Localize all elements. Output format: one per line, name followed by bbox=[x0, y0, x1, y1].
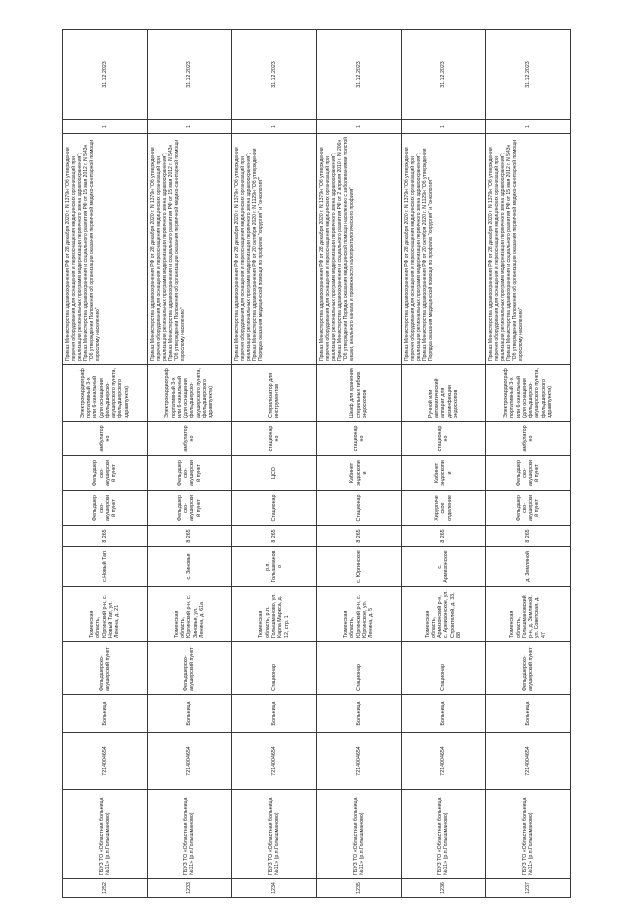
quantity-cell: 1 bbox=[147, 120, 232, 134]
equipment-table bbox=[62, 29, 571, 898]
scanned-page bbox=[62, 30, 570, 898]
subunit-name-cell: Фельдшерско-акушерский пункт bbox=[147, 491, 232, 526]
facility-type-cell: Больница bbox=[232, 695, 317, 733]
room-name-cell: ЦСО bbox=[232, 456, 317, 491]
address-cell: Тюменская область, Юргинский р-н, с. Юргинское, ул. Ленина, д. 5 bbox=[316, 587, 401, 642]
code-number-cell: 8 265 bbox=[401, 526, 486, 547]
locality-cell: с.Новый Тап bbox=[63, 547, 148, 587]
inn-code-cell: 7214004654 bbox=[486, 733, 571, 790]
subunit-name-cell: Фельдшерско-акушерский пункт bbox=[63, 491, 148, 526]
equipment-name-cell: Стерилизатор для инструментов bbox=[232, 365, 317, 422]
inn-code-cell: 7214004654 bbox=[232, 733, 317, 790]
inn-code-cell: 7214004654 bbox=[316, 733, 401, 790]
address-cell: Тюменская область, Юргинский р-н, с. Новый Тап, ул. Ленина, д. 21 bbox=[63, 587, 148, 642]
subunit-name-cell: Стационар bbox=[232, 491, 317, 526]
locality-cell: д. Земляной bbox=[486, 547, 571, 587]
address-cell: Тюменская область, р.п. Голышманово, ул. Карла Маркса, д. 12, стр. 1 bbox=[232, 587, 317, 642]
locality-cell: с. Зиновья bbox=[147, 547, 232, 587]
equipment-name-cell: Шкаф для хранения стерильных гибких эндоскопов bbox=[316, 365, 401, 422]
quantity-cell: 1 bbox=[232, 120, 317, 134]
care-profile-cell: стационарно bbox=[401, 422, 486, 456]
locality-cell: с. Юргинское bbox=[316, 547, 401, 587]
due-date-cell: 31.12.2023 bbox=[316, 30, 401, 120]
row-number-cell: 1236 bbox=[401, 879, 486, 898]
unit-name-cell: Стационар bbox=[232, 642, 317, 695]
inn-code-cell: 7214004654 bbox=[401, 733, 486, 790]
room-name-cell: Кабинет эндоскопии bbox=[401, 456, 486, 491]
organization-name-cell: ГБУЗ ТО «Областная больница №11» (р.п.Голышманово) bbox=[232, 790, 317, 879]
locality-cell: с. Армизонское bbox=[401, 547, 486, 587]
row-number-cell: 1233 bbox=[147, 879, 232, 898]
inn-code-cell: 7214004654 bbox=[63, 733, 148, 790]
due-date-cell: 31.12.2023 bbox=[486, 30, 571, 120]
rotated-table-wrapper bbox=[62, 30, 570, 898]
organization-name-cell: ГБУЗ ТО «Областная больница №11» (р.п.Голышманово) bbox=[63, 790, 148, 879]
quantity-cell: 1 bbox=[486, 120, 571, 134]
due-date-cell: 31.12.2023 bbox=[147, 30, 232, 120]
equipment-name-cell: Электрокардиограф портативный 3-х или 6-канальный (для оснащения фельдшерско-акушерского пункта, фельдшерского здравпункта) bbox=[147, 365, 232, 422]
quantity-cell: 1 bbox=[316, 120, 401, 134]
regulatory-documents-cell: Приказ Министерства здравоохранения РФ от 28 декабря 2020 г. N 1379н "Об утверждении перечня оборудования для оснащения и переоснащения медицинских организаций при реализации региональных программ модернизации первичного звена здравоохранения"; Приказ Министерства здравоохранения и социального развития РФ от 15 мая 2012 г. N 543н "Об утверждении Положения об организации оказания первичной медико-санитарной помощи взрослому населению" bbox=[486, 134, 571, 365]
code-number-cell: 8 265 bbox=[232, 526, 317, 547]
facility-type-cell: Больница bbox=[63, 695, 148, 733]
care-profile-cell: амбулаторно bbox=[486, 422, 571, 456]
room-name-cell: Кабинет эндоскопии bbox=[316, 456, 401, 491]
quantity-cell: 1 bbox=[401, 120, 486, 134]
code-number-cell: 8 265 bbox=[147, 526, 232, 547]
unit-name-cell: Фельдшерско-акушерский пункт bbox=[63, 642, 148, 695]
equipment-name-cell: Электрокардиограф портативный 3-х или 6-канальный (для оснащения фельдшерско-акушерского пункта, фельдшерского здравпункта) bbox=[486, 365, 571, 422]
code-number-cell: 8 265 bbox=[63, 526, 148, 547]
locality-cell: р.п. Голышманово bbox=[232, 547, 317, 587]
address-cell: Тюменская область, Голышмановский р-н, д. Земляной, ул. Советская, д. 47 bbox=[486, 587, 571, 642]
regulatory-documents-cell: Приказ Министерства здравоохранения РФ от 28 декабря 2020 г. N 1379н "Об утверждении перечня оборудования для оснащения и переоснащения медицинских организаций при реализации региональных программ модернизации первичного звена здравоохранения"; Приказ Министерства здравоохранения и социального развития РФ от 2 апреля 2010 г. N 206н "Об утверждении Порядка оказания медицинской помощи населению с заболеваниями толстой кишки, анального канала и промежности колопроктологического профиля" bbox=[316, 134, 401, 365]
organization-name-cell: ГБУЗ ТО «Областная больница №11» (р.п.Голышманово) bbox=[401, 790, 486, 879]
facility-type-cell: Больница bbox=[316, 695, 401, 733]
table-row bbox=[486, 30, 571, 898]
equipment-name-cell: Ручной или автоматический аппарат для дезинфекции эндоскопов bbox=[401, 365, 486, 422]
unit-name-cell: Фельдшерско-акушерский пункт bbox=[147, 642, 232, 695]
row-number-cell: 1237 bbox=[486, 879, 571, 898]
regulatory-documents-cell: Приказ Министерства здравоохранения РФ от 28 декабря 2020 г. N 1379н "Об утверждении перечня оборудования для оснащения и переоснащения медицинских организаций при реализации региональных программ модернизации первичного звена здравоохранения"; Приказ Министерства здравоохранения РФ от 20 октября 2020 г. N 1129н "Об утверждении Порядка оказания медицинской помощи по профилю "хирургия" и "онкология"" bbox=[401, 134, 486, 365]
row-number-cell: 1235 bbox=[316, 879, 401, 898]
care-profile-cell: амбулаторно bbox=[147, 422, 232, 456]
code-number-cell: 8 265 bbox=[316, 526, 401, 547]
room-name-cell: Фельдшерско-акушерский пункт bbox=[63, 456, 148, 491]
unit-name-cell: Стационар bbox=[316, 642, 401, 695]
table-body bbox=[63, 30, 571, 898]
room-name-cell: Фельдшерско-акушерский пункт bbox=[147, 456, 232, 491]
equipment-name-cell: Электрокардиограф портативный 3-х или 6-канальный (для оснащения фельдшерско-акушерского пункта, фельдшерского здравпункта) bbox=[63, 365, 148, 422]
due-date-cell: 31.12.2023 bbox=[401, 30, 486, 120]
code-number-cell: 8 265 bbox=[486, 526, 571, 547]
regulatory-documents-cell: Приказ Министерства здравоохранения РФ от 28 декабря 2020 г. N 1379н "Об утверждении перечня оборудования для оснащения и переоснащения медицинских организаций при реализации региональных программ модернизации первичного звена здравоохранения"; Приказ Министерства здравоохранения РФ от 20 октября 2020 г. N 1129н "Об утверждении Порядка оказания медицинской помощи по профилю "хирургия" и "онкология"" bbox=[232, 134, 317, 365]
facility-type-cell: Больница bbox=[147, 695, 232, 733]
care-profile-cell: стационарно bbox=[316, 422, 401, 456]
regulatory-documents-cell: Приказ Министерства здравоохранения РФ от 28 декабря 2020 г. N 1379н "Об утверждении перечня оборудования для оснащения и переоснащения медицинских организаций при реализации региональных программ модернизации первичного звена здравоохранения"; Приказ Министерства здравоохранения и социального развития РФ от 15 мая 2012 г. N 543н "Об утверждении Положения об организации оказания первичной медико-санитарной помощи взрослому населению" bbox=[63, 134, 148, 365]
table-row bbox=[63, 30, 148, 898]
unit-name-cell: Стационар bbox=[401, 642, 486, 695]
organization-name-cell: ГБУЗ ТО «Областная больница №11» (р.п.Голышманово) bbox=[316, 790, 401, 879]
table-row bbox=[316, 30, 401, 898]
address-cell: Тюменская область, Армизонский р-н, с. Армизонское, ул. Строителей, д. 33, 88 bbox=[401, 587, 486, 642]
subunit-name-cell: Фельдшерско-акушерский пункт bbox=[486, 491, 571, 526]
due-date-cell: 31.12.2023 bbox=[63, 30, 148, 120]
organization-name-cell: ГБУЗ ТО «Областная больница №11» (р.п.Голышманово) bbox=[147, 790, 232, 879]
room-name-cell: Фельдшерско-акушерский пункт bbox=[486, 456, 571, 491]
table-row bbox=[401, 30, 486, 898]
unit-name-cell: Фельдшерско-акушерский пункт bbox=[486, 642, 571, 695]
row-number-cell: 1252 bbox=[63, 879, 148, 898]
facility-type-cell: Больница bbox=[486, 695, 571, 733]
subunit-name-cell: Хирургическое отделение bbox=[401, 491, 486, 526]
address-cell: Тюменская область, Юргинский р-н, с. Зиновья, ул. Ленина, д. 61а bbox=[147, 587, 232, 642]
care-profile-cell: стационарно bbox=[232, 422, 317, 456]
care-profile-cell: амбулаторно bbox=[63, 422, 148, 456]
inn-code-cell: 7214004654 bbox=[147, 733, 232, 790]
table-row bbox=[147, 30, 232, 898]
regulatory-documents-cell: Приказ Министерства здравоохранения РФ от 28 декабря 2020 г. N 1379н "Об утверждении перечня оборудования для оснащения и переоснащения медицинских организаций при реализации региональных программ модернизации первичного звена здравоохранения"; Приказ Министерства здравоохранения и социального развития РФ от 15 мая 2012 г. N 543н "Об утверждении Положения об организации оказания первичной медико-санитарной помощи взрослому населению" bbox=[147, 134, 232, 365]
due-date-cell: 31.12.2023 bbox=[232, 30, 317, 120]
subunit-name-cell: Стационар bbox=[316, 491, 401, 526]
row-number-cell: 1234 bbox=[232, 879, 317, 898]
facility-type-cell: Больница bbox=[401, 695, 486, 733]
organization-name-cell: ГБУЗ ТО «Областная больница №11» (р.п.Голышманово) bbox=[486, 790, 571, 879]
table-row bbox=[232, 30, 317, 898]
quantity-cell: 1 bbox=[63, 120, 148, 134]
